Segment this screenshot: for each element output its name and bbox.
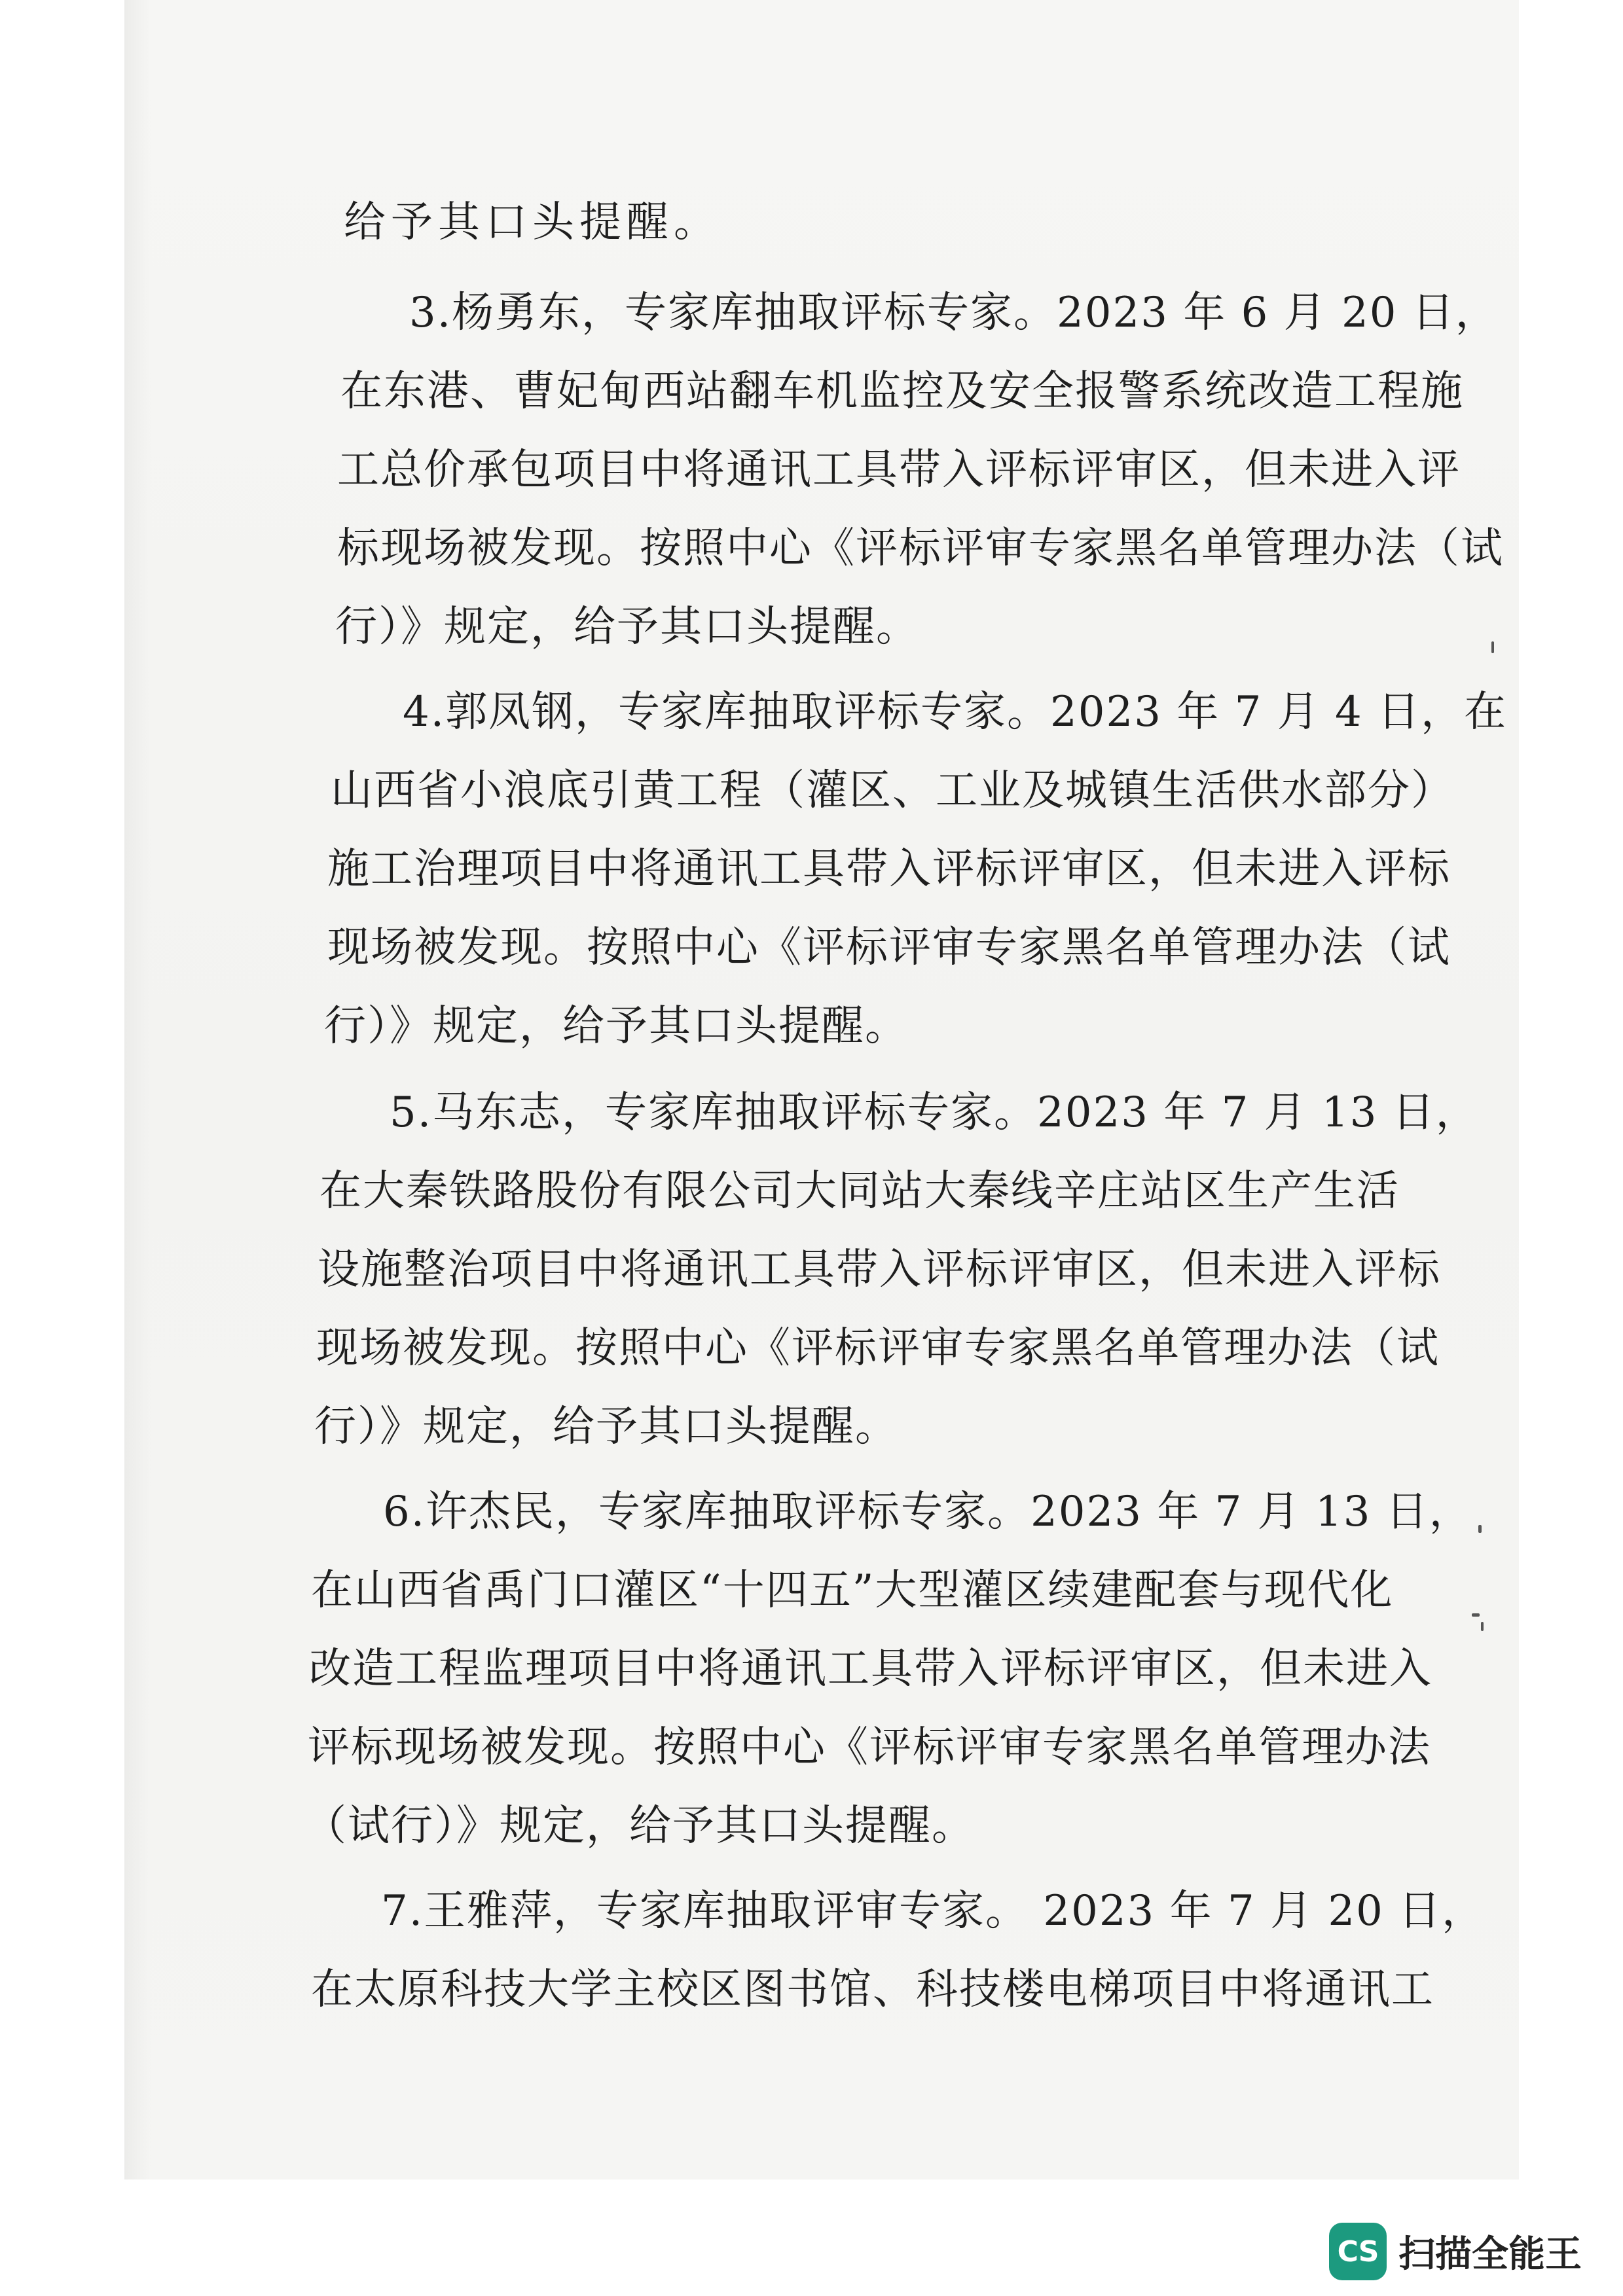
scan-speck [1478,1525,1482,1533]
text-line: 行）》规定，给予其口头提醒。 [335,603,919,651]
text-line: 改造工程监理项目中将通讯工具带入评标评审区，但未进入 [309,1645,1432,1693]
scan-speck [1491,641,1494,653]
text-line: 行）》规定，给予其口头提醒。 [324,1002,908,1050]
text-line: 标现场被发现。按照中心《评标评审专家黑名单管理办法（试 [337,524,1504,573]
text-line: 山西省小浪底引黄工程（灌区、工业及城镇生活供水部分） [331,766,1454,815]
text-line: 在太原科技大学主校区图书馆、科技楼电梯项目中将通讯工 [311,1965,1434,2014]
watermark-app-name: 扫描全能王 [1398,2233,1582,2276]
text-line: 6.许杰民，专家库抽取评标专家。2023 年 7 月 13 日， [383,1488,1472,1536]
text-line: 4.郭凤钢，专家库抽取评标专家。2023 年 7 月 4 日，在 [403,688,1508,736]
text-line: 施工治理项目中将通讯工具带入评标评审区，但未进入评标 [327,845,1451,893]
text-line: 在山西省禹门口灌区“十四五”大型灌区续建配套与现代化 [311,1566,1394,1615]
text-line: 在大秦铁路股份有限公司大同站大秦线辛庄站区生产生活 [319,1167,1400,1215]
text-line: 现场被发现。按照中心《评标评审专家黑名单管理办法（试 [316,1324,1440,1372]
text-line: 行）》规定，给予其口头提醒。 [314,1403,898,1451]
text-line: 5.马东志，专家库抽取评标专家。2023 年 7 月 13 日， [390,1088,1479,1137]
text-line: 7.王雅萍，专家库抽取评审专家。 2023 年 7 月 20 日， [381,1887,1486,1935]
scan-speck [1481,1622,1484,1631]
text-line: 现场被发现。按照中心《评标评审专家黑名单管理办法（试 [327,924,1451,972]
scan-speck [1472,1613,1480,1617]
text-line: 评标现场被发现。按照中心《评标评审专家黑名单管理办法 [308,1723,1431,1772]
text-line: 工总价承包项目中将通讯工具带入评标评审区，但未进入评 [337,446,1461,494]
camscanner-watermark [1329,2222,1582,2281]
text-line: 设施整治项目中将通讯工具带入评标评审区，但未进入评标 [318,1246,1441,1294]
text-line: 在东港、曹妃甸西站翻车机监控及安全报警系统改造工程施 [340,367,1464,416]
camscanner-logo-icon: CS [1329,2223,1387,2280]
text-line: （试行）》规定，给予其口头提醒。 [304,1802,975,1850]
text-line: 给予其口头提醒。 [344,198,721,247]
text-line: 3.杨勇东，专家库抽取评标专家。2023 年 6 月 20 日， [409,289,1499,337]
